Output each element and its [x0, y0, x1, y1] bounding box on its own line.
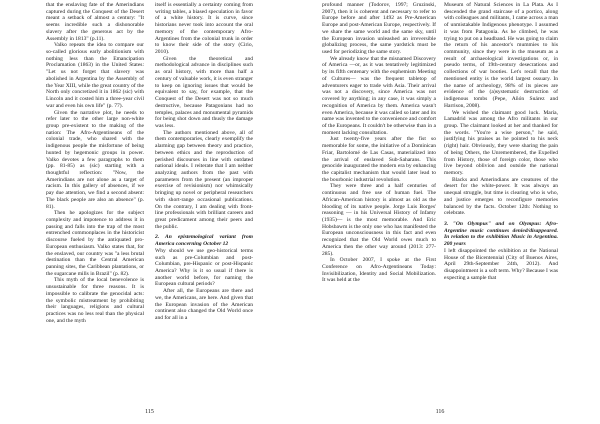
paragraph: Given the theoretical and methodological advance in disciplines such as oral history, with more than half a century of valuable work, it is even stranger to keep on ignoring issues that would be equivalent to say, for example, that the Conquest of the Desert was not so much destructive, because Patagonians had no temples, palaces and monumental pyramids for being shot down and thusly the damage was less. [155, 55, 253, 129]
paragraph: that the enslaving fate of the Amerindians captured during the Conquest of the Desert meant a setback of almost a century: "It seems incredible such a dishonorable slavery after the generous act by the Assembly in 1813" (p.11). [46, 2, 144, 42]
page-number: 116 [435, 409, 445, 415]
section-heading: 2. An epistemological variant from America concerning October 12 [155, 234, 253, 248]
page-right [322, 0, 558, 424]
paragraph: After all, the Europeans are there and we, the Americans, are here. And given that the European invasion of the American continent also changed the Old World once and for all in a [155, 288, 253, 322]
paragraph: Valko repeats the idea to compare our so-called glorious early abolitionism with nothing less than the Emancipation Proclamation (1863) in the United States: "Let us not forget that slavery was abolished in Argentina by the Assembly of the Year XIII, while the great country of the North only concretized it in 1862 (sic) with Lincoln and it costed him a three-year civil war and even his own life" (p. 77). [46, 42, 144, 109]
paragraph: Just twenty-five years after the fist so memorable for some, the initiative of a Dominican Friar, Bartolomé de Las Casas, materialized into the arrival of enslaved Sub-Saharans. This genocide inaugurated the modern era by enhancing the capitalist mechanism that would later lead to the bourbonic industrial revolution. [322, 136, 436, 183]
paragraph: We already know that the misnamed Discovery of America —or, as it was tentatively legitimized by its fifth centenary with the euphemism Meeting of Cultures— was the frequent tabletop of adventurers eager to trade with Asia. Their arrival was not a discovery, since America was not covered by anything; in any case, it was simply a recognition of America by them. America wasn't even America, because it was called so later and its name was invented to the convenience and comfort of the Europeans. It couldn't be otherwise than in a moment lacking consultation. [322, 55, 436, 136]
paragraph: Blacks and Amerindians are creatures of the desert for the white-power. It was always an unequal struggle, but time is clearing who is who, and justice emerges to reconfigure memories balanced by the facts. October 12th: Nothing to celebrate. [444, 176, 558, 217]
paragraph: I left disappointed the exhibition at the National House of the Bicentennial (City of Buenos Aires, April 29th-September 24th, 2012). And disappointment is a soft term. Why? Because I was expecting a sample that [444, 247, 558, 281]
paragraph: Then he apologizes for the subject complexity and impotence to address it in passing and falls into the trap of the most entrenched commonplaces in the historicist discourse fueled by the antiquated pro-European enthusiasm. Valko states that, for the enslaved, our country was "a less brutal destination than the Central American panning sites, the Caribbean plantations, or the sugarcane mills in Brazil" (p. 82). [46, 210, 144, 277]
page-left-column-2 [155, 2, 253, 402]
paragraph: Museum of Natural Sciences in La Plata. As I descended the grand staircase of a portico, along with colleagues and militants, I came across a man of unmistakable Indigenous phenotype. I assumed it was from Patagonia. As he climbed, he was trying to put on a headband. He was going to claim the return of his ancestor's mummies to his community, since they were in the museum as a result of archaeological investigations or, in pseudo terms, of 19th-century desecrations and collections of war booties. Let's recall that the mentioned entity is the world largest ossuary. In the name of archeology, 98% of its pieces are evidence of the (a)systematic destruction of indigenous tombs (Pepe, Añón Suárez and Harrison, 2008). [444, 2, 558, 109]
paragraph: itself is essentially a certainty coming from writing tables, a biased speculation in favor of a white history. It is curve, since historians never took into account the oral memory of the contemporary Afro-Argentines from the colonial trunk in order to know their side of the story (Cirio, 2010). [155, 2, 253, 56]
page-right-column-2 [444, 2, 558, 402]
page-right-column-1 [322, 2, 436, 402]
paragraph: profound manner (Todorov, 1997; Gruzinski, 2007), then it is coherent and necessary to refer to Europe before and after 1492 as Pre-American Europe and post-American Europe, respectively. If we share the same world and the same sky, until the European invasion unleashed an irreversible globalizing process, the same yardstick must be used for periodizing the same story. [322, 2, 436, 56]
page-left [46, 0, 253, 424]
paragraph: This myth of the local benevolence is unsustainable for three reasons. It is impossible to calibrate the genocidal acts: the symbolic mistreatment by prohibiting their languages, religions and cultural practices was no less real than the physical one, and the myth [46, 277, 144, 324]
paragraph: In October 2007, I spoke at the First Conference on Afro-Argentineans Today: Invisibilization, Identity and Social Mobilization. It was held at the [322, 257, 436, 284]
paragraph: Given the narrative plot, he needs to refer later to the other large non-white group pre-existent to the making of the nation: The Afro-Argentineans of the colonial trade, who shared with the indigenous people the misfortune of being hunted by hegemonic groups in power. Valko devotes a few paragraphs to them (pp. 81-85) as (sic) starting with a thoughtful reflection: "Now, the Amerindians are not alone as a target of racism. In this gallery of absences, if we pay due attention, we find a second absent: The black people are also an absence" (p. 81). [46, 109, 144, 210]
paragraph: Why should we use geo-historical terms such as pre-Columbian and post-Columbian, pre-Hispanic or post-Hispanic America? Why is it so usual if there is another world before, for naming the European cultural periods? [155, 247, 253, 288]
paragraph: They were three and a half centuries of continuous and free use of human fuel. The African-American history is almost as old as the blooding of its native people. Jorge Luis Borges' reasoning — in his Universal History of Infamy (1935)— is the most memorable. And Eric Hobsbawm is the only one who has manifested the European unconsciousness in this fact and even recognized that the Old World owes much to America then the other way around (2013: 277-285). [322, 183, 436, 257]
page-left-column-1 [46, 2, 144, 402]
page-number: 115 [145, 409, 154, 415]
paragraph: The authors mentioned above, all of them contemporaries, clearly exemplify the alarming gap between theory and practice, between ethics and the reproduction of perished discourses in line with outdated national ideals. I reiterate that I am neither analyzing authors from the past with parameters from the present (an improper exercise of revisionism) nor whimsically bringing up novel or peripheral researchers with short-range occasional publications. On the contrary, I am dealing with front-line professionals with brilliant careers and great predicament among their peers and the public. [155, 129, 253, 230]
section-heading: 3. "On Olympus" and on Olympus: Afro-Argentine music continues denied/disappeared. In relation to the exhibition Music in Argentina. 200 years [444, 221, 558, 248]
paragraph: We wished the claimant good luck. María, Lamadrid was among the Afro militants in our group. The claimant looked at her and thanked for the words. "You're a wise person," he said, justifying his praises as he pointed to his neck (right) hair. Obviously, they were sharing the pain of being Others, the Unremembered, the Expelled from History, those of foreign color, those who live beyond oblivion and outside the national memory. [444, 109, 558, 176]
